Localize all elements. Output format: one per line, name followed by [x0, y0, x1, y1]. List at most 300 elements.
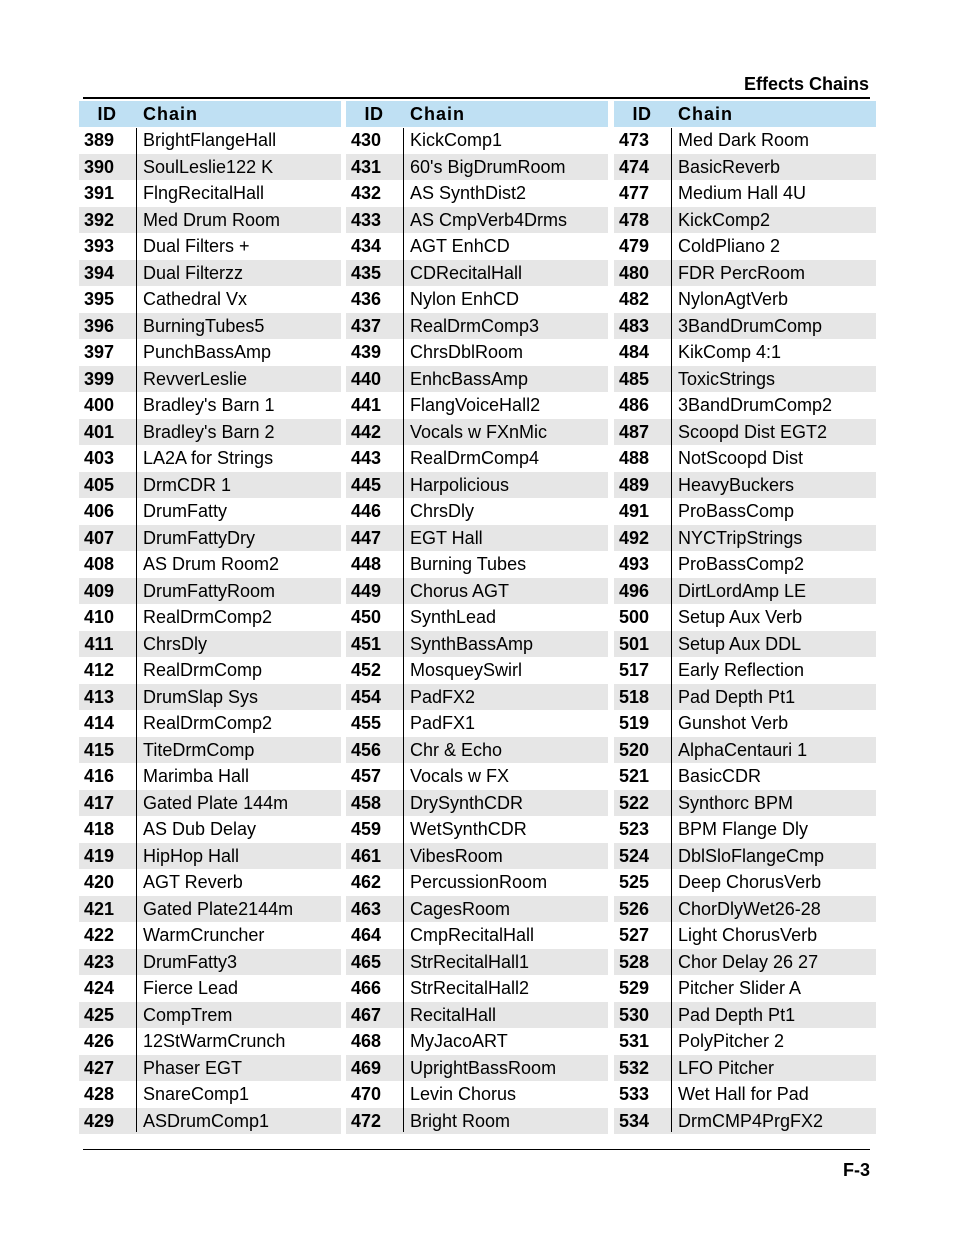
chain-name: Cathedral Vx [143, 289, 248, 309]
chain-id: 485 [618, 368, 650, 389]
chain-name: Wet Hall for Pad [678, 1084, 809, 1104]
table-row [79, 710, 341, 737]
chain-name: UprightBassRoom [410, 1057, 557, 1078]
chain-id: 405 [83, 474, 115, 495]
chain-name: SynthLead [410, 607, 497, 627]
table-row [346, 551, 608, 578]
chain-name: CDRecitalHall [410, 262, 523, 283]
chain-id: 417 [83, 792, 115, 813]
chain-id: 397 [83, 342, 115, 362]
chain-id: 479 [618, 236, 650, 256]
chain-name: DrumSlap Sys [143, 686, 259, 707]
chain-name: DrumFattyRoom [143, 580, 276, 601]
chain-id: 456 [350, 739, 382, 760]
chain-name: Pitcher Slider A [678, 978, 802, 998]
table-row [614, 1002, 876, 1029]
id-column-header: ID [632, 104, 652, 124]
chain-name: Scoopd Dist EGT2 [678, 421, 828, 442]
chain-id: 447 [350, 527, 382, 548]
chain-name: Dual Filters + [143, 236, 250, 256]
chain-id: 486 [618, 395, 650, 415]
table-row [79, 684, 341, 711]
chain-name: Burning Tubes [410, 554, 527, 574]
table-row [79, 525, 341, 552]
table-row [79, 286, 341, 313]
table-row [346, 1081, 608, 1108]
chain-id: 434 [350, 236, 382, 256]
table-row [346, 657, 608, 684]
chain-id: 448 [350, 554, 382, 574]
chain-id: 432 [350, 183, 382, 203]
chain-id: 522 [618, 792, 650, 813]
chain-id: 518 [618, 686, 650, 707]
chain-column-header: Chain [678, 104, 734, 124]
table-row [79, 498, 341, 525]
chain-name: 12StWarmCrunch [143, 1031, 286, 1051]
chain-id: 439 [350, 342, 382, 362]
table-row [346, 419, 608, 446]
chain-id: 389 [83, 130, 115, 150]
chain-id: 395 [83, 289, 115, 309]
chain-id: 530 [618, 1004, 650, 1025]
table-row [346, 763, 608, 790]
chain-name: AS CmpVerb4Drms [410, 209, 568, 230]
chain-name: BurningTubes5 [143, 315, 265, 336]
table-row [79, 949, 341, 976]
table-row [79, 1028, 341, 1055]
table-row [79, 657, 341, 684]
table-row [79, 737, 341, 764]
chain-name: Gated Plate2144m [143, 898, 294, 919]
table-row [79, 551, 341, 578]
chain-name: AGT EnhCD [410, 236, 510, 256]
chain-name: CompTrem [143, 1004, 233, 1025]
chain-name: DrumFattyDry [143, 527, 255, 548]
table-row [614, 1028, 876, 1055]
table-row [346, 1055, 608, 1082]
table-row [346, 1108, 608, 1135]
chain-name: SynthBassAmp [410, 633, 534, 654]
table-row [614, 339, 876, 366]
chain-id: 392 [83, 209, 115, 230]
chain-id: 529 [618, 978, 650, 998]
chain-id: 459 [350, 819, 382, 839]
table-row [614, 869, 876, 896]
table-row [346, 790, 608, 817]
table-row [79, 604, 341, 631]
chain-name: KikComp 4:1 [678, 342, 782, 362]
chain-table-2 [346, 101, 608, 1134]
chain-id: 440 [350, 368, 382, 389]
chain-id: 445 [350, 474, 382, 495]
chain-name: Phaser EGT [143, 1057, 243, 1078]
chain-id: 406 [83, 501, 115, 521]
table-row [79, 339, 341, 366]
chain-id: 532 [618, 1057, 650, 1078]
chain-table-1 [79, 101, 341, 1134]
table-rows [79, 127, 341, 1134]
chain-name: Pad Depth Pt1 [678, 1004, 796, 1025]
chain-id: 477 [618, 183, 650, 203]
chain-id: 413 [83, 686, 115, 707]
chain-id: 423 [83, 951, 115, 972]
chain-id: 408 [83, 554, 115, 574]
chain-name: Bright Room [410, 1110, 511, 1131]
chain-name: StrRecitalHall2 [410, 978, 530, 998]
chain-name: ASDrumComp1 [143, 1110, 270, 1131]
table-row [79, 1108, 341, 1135]
table-row [614, 949, 876, 976]
chain-id: 482 [618, 289, 650, 309]
chain-name: ChrsDblRoom [410, 342, 524, 362]
table-row [346, 286, 608, 313]
chain-id: 412 [83, 660, 115, 680]
effects-chains-tables [79, 101, 876, 1138]
table-row [614, 445, 876, 472]
chain-name: HipHop Hall [143, 845, 240, 866]
chain-name: Setup Aux DDL [678, 633, 802, 654]
chain-id: 461 [350, 845, 382, 866]
chain-id: 520 [618, 739, 650, 760]
chain-name: Gunshot Verb [678, 713, 789, 733]
chain-name: Marimba Hall [143, 766, 250, 786]
chain-name: DrumFatty3 [143, 951, 238, 972]
chain-name: PunchBassAmp [143, 342, 272, 362]
chain-id: 441 [350, 395, 382, 415]
chain-name: TiteDrmComp [143, 739, 255, 760]
table-row [614, 525, 876, 552]
page-number: F-3 [843, 1160, 870, 1180]
table-row [79, 419, 341, 446]
chain-name: DrumFatty [143, 501, 228, 521]
chain-name: Bradley's Barn 2 [143, 421, 275, 442]
chain-id: 411 [84, 633, 114, 654]
chain-id: 455 [350, 713, 382, 733]
chain-id: 524 [618, 845, 650, 866]
table-row [614, 498, 876, 525]
chain-id: 419 [83, 845, 115, 866]
chain-name: PadFX2 [410, 686, 476, 707]
chain-name: HeavyBuckers [678, 474, 795, 495]
table-row [346, 896, 608, 923]
table-row [79, 843, 341, 870]
chain-id: 466 [350, 978, 382, 998]
table-row [614, 657, 876, 684]
table-row [346, 737, 608, 764]
chain-name: SoulLeslie122 K [143, 156, 274, 177]
table-row [614, 286, 876, 313]
chain-id: 525 [618, 872, 650, 892]
chain-name: NYCTripStrings [678, 527, 803, 548]
table-row [346, 154, 608, 181]
table-row [346, 472, 608, 499]
table-row [614, 127, 876, 154]
chain-name: ColdPliano 2 [678, 236, 781, 256]
chain-id: 427 [83, 1057, 115, 1078]
chain-name: Med Drum Room [143, 209, 281, 230]
chain-id: 470 [350, 1084, 382, 1104]
chain-name: Medium Hall 4U [678, 183, 807, 203]
chain-name: KickComp2 [678, 209, 771, 230]
chain-id: 474 [618, 156, 650, 177]
column-divider [671, 128, 672, 1132]
table-row [79, 207, 341, 234]
chain-id: 457 [350, 766, 382, 786]
chain-name: ProBassComp2 [678, 554, 805, 574]
table-row [346, 631, 608, 658]
chain-id: 501 [618, 633, 650, 654]
table-row [614, 604, 876, 631]
table-row [346, 1002, 608, 1029]
chain-name: Fierce Lead [143, 978, 239, 998]
table-row [79, 180, 341, 207]
chain-name: AlphaCentauri 1 [678, 739, 808, 760]
table-row [346, 922, 608, 949]
chain-name: StrRecitalHall1 [410, 951, 530, 972]
table-row [614, 975, 876, 1002]
table-row [79, 260, 341, 287]
chain-id: 521 [618, 766, 650, 786]
chain-id: 528 [618, 951, 650, 972]
chain-name: RealDrmComp3 [410, 315, 540, 336]
chain-name: Setup Aux Verb [678, 607, 803, 627]
page-title: Effects Chains [743, 74, 869, 94]
table-row [346, 180, 608, 207]
chain-id: 500 [618, 607, 650, 627]
chain-name: Levin Chorus [410, 1084, 517, 1104]
table-row [79, 816, 341, 843]
table-row [79, 233, 341, 260]
chain-name: AS SynthDist2 [410, 183, 527, 203]
chain-id: 473 [618, 130, 650, 150]
chain-id: 483 [618, 315, 650, 336]
chain-id: 403 [83, 448, 115, 468]
chain-id: 480 [618, 262, 650, 283]
chain-id: 517 [618, 660, 650, 680]
table-header [346, 101, 608, 127]
chain-id: 492 [618, 527, 650, 548]
table-row [614, 763, 876, 790]
table-row [346, 684, 608, 711]
table-row [79, 313, 341, 340]
chain-id: 442 [350, 421, 382, 442]
chain-name: EGT Hall [410, 527, 483, 548]
table-row [614, 631, 876, 658]
table-row [614, 1108, 876, 1135]
table-row [614, 207, 876, 234]
chain-id: 464 [350, 925, 382, 945]
chain-id: 489 [618, 474, 650, 495]
chain-name: FlngRecitalHall [143, 183, 265, 203]
chain-id: 523 [618, 819, 650, 839]
chain-id: 451 [350, 633, 382, 654]
table-row [346, 498, 608, 525]
id-column-header: ID [364, 104, 384, 124]
table-row [79, 790, 341, 817]
chain-id: 452 [350, 660, 382, 680]
table-row [614, 578, 876, 605]
chain-id: 533 [618, 1084, 650, 1104]
chain-id: 425 [83, 1004, 115, 1025]
chain-id: 396 [83, 315, 115, 336]
bottom-rule [83, 1149, 870, 1150]
chain-name: Bradley's Barn 1 [143, 395, 275, 415]
chain-id: 496 [618, 580, 650, 601]
chain-id: 399 [83, 368, 115, 389]
table-row [346, 525, 608, 552]
chain-name: PercussionRoom [410, 872, 548, 892]
chain-name: EnhcBassAmp [410, 368, 529, 389]
chain-name: DblSloFlangeCmp [678, 845, 825, 866]
chain-name: CmpRecitalHall [410, 925, 535, 945]
chain-name: Pad Depth Pt1 [678, 686, 796, 707]
chain-name: Light ChorusVerb [678, 925, 818, 945]
table-row [346, 843, 608, 870]
table-header [614, 101, 876, 127]
chain-name: DrmCMP4PrgFX2 [678, 1110, 824, 1131]
table-row [614, 737, 876, 764]
chain-id: 430 [350, 130, 382, 150]
chain-table-3 [614, 101, 876, 1134]
table-row [614, 1055, 876, 1082]
chain-name: Early Reflection [678, 660, 805, 680]
chain-name: Nylon EnhCD [410, 289, 520, 309]
table-row [614, 710, 876, 737]
table-row [346, 127, 608, 154]
table-row [79, 922, 341, 949]
table-row [346, 233, 608, 260]
chain-name: LFO Pitcher [678, 1057, 775, 1078]
chain-id: 488 [618, 448, 650, 468]
chain-id: 519 [618, 713, 650, 733]
table-row [79, 472, 341, 499]
table-row [79, 127, 341, 154]
chain-name: 3BandDrumComp2 [678, 395, 833, 415]
chain-id: 465 [350, 951, 382, 972]
table-header [79, 101, 341, 127]
chain-name: AS Drum Room2 [143, 554, 280, 574]
chain-name: Gated Plate 144m [143, 792, 289, 813]
table-row [346, 975, 608, 1002]
table-row [79, 392, 341, 419]
chain-id: 401 [83, 421, 115, 442]
table-row [346, 207, 608, 234]
chain-name: ProBassComp [678, 501, 795, 521]
chain-id: 526 [618, 898, 650, 919]
chain-id: 491 [618, 501, 650, 521]
chain-name: Chorus AGT [410, 580, 510, 601]
chain-id: 424 [83, 978, 115, 998]
table-row [79, 896, 341, 923]
table-row [346, 604, 608, 631]
chain-name: RevverLeslie [143, 368, 248, 389]
chain-name: LA2A for Strings [143, 448, 274, 468]
table-rows [346, 127, 608, 1134]
chain-name: 60's BigDrumRoom [410, 156, 566, 177]
table-row [346, 313, 608, 340]
table-row [79, 869, 341, 896]
table-row [346, 710, 608, 737]
chain-name: Deep ChorusVerb [678, 872, 822, 892]
chain-id: 493 [618, 554, 650, 574]
chain-id: 400 [83, 395, 115, 415]
chain-name: BPM Flange Dly [678, 819, 809, 839]
chain-name: NylonAgtVerb [678, 289, 789, 309]
chain-id: 391 [83, 183, 115, 203]
chain-id: 462 [350, 872, 382, 892]
chain-name: SnareComp1 [143, 1084, 250, 1104]
table-row [346, 366, 608, 393]
chain-name: NotScoopd Dist [678, 448, 804, 468]
chain-name: RealDrmComp4 [410, 448, 540, 468]
table-row [79, 1081, 341, 1108]
table-row [614, 472, 876, 499]
chain-name: FDR PercRoom [678, 262, 806, 283]
chain-name: FlangVoiceHall2 [410, 395, 541, 415]
chain-id: 531 [618, 1031, 650, 1051]
table-row [614, 154, 876, 181]
chain-id: 527 [618, 925, 650, 945]
table-row [614, 313, 876, 340]
table-row [346, 869, 608, 896]
chain-id: 534 [618, 1110, 650, 1131]
table-row [614, 922, 876, 949]
chain-name: RealDrmComp [143, 660, 263, 680]
chain-id: 435 [350, 262, 382, 283]
table-row [614, 684, 876, 711]
chain-name: Vocals w FXnMic [410, 421, 548, 442]
chain-id: 468 [350, 1031, 382, 1051]
chain-name: ToxicStrings [678, 368, 776, 389]
chain-name: ChorDlyWet26-28 [678, 898, 821, 919]
chain-id: 436 [350, 289, 382, 309]
chain-name: BasicReverb [678, 156, 781, 177]
table-row [79, 366, 341, 393]
chain-id: 449 [350, 580, 382, 601]
chain-id: 410 [83, 607, 115, 627]
table-row [614, 392, 876, 419]
table-row [614, 1081, 876, 1108]
id-column-header: ID [97, 104, 117, 124]
table-row [346, 816, 608, 843]
chain-name: ChrsDly [410, 501, 475, 521]
chain-id: 421 [83, 898, 115, 919]
table-row [79, 154, 341, 181]
chain-name: RealDrmComp2 [143, 713, 273, 733]
chain-name: KickComp1 [410, 130, 503, 150]
chain-id: 414 [83, 713, 115, 733]
table-row [614, 366, 876, 393]
chain-id: 433 [350, 209, 382, 230]
chain-id: 437 [350, 315, 382, 336]
chain-id: 420 [83, 872, 115, 892]
chain-column-header: Chain [410, 104, 466, 124]
table-row [346, 949, 608, 976]
table-row [346, 578, 608, 605]
table-row [79, 975, 341, 1002]
chain-name: RealDrmComp2 [143, 607, 273, 627]
chain-name: BasicCDR [678, 766, 762, 786]
chain-name: Harpolicious [410, 474, 510, 495]
chain-name: Dual Filterzz [143, 262, 244, 283]
table-row [614, 816, 876, 843]
chain-id: 394 [83, 262, 115, 283]
table-row [614, 419, 876, 446]
chain-id: 463 [350, 898, 382, 919]
chain-name: DrmCDR 1 [143, 474, 231, 495]
chain-name: AS Dub Delay [143, 819, 257, 839]
chain-name: VibesRoom [410, 845, 503, 866]
